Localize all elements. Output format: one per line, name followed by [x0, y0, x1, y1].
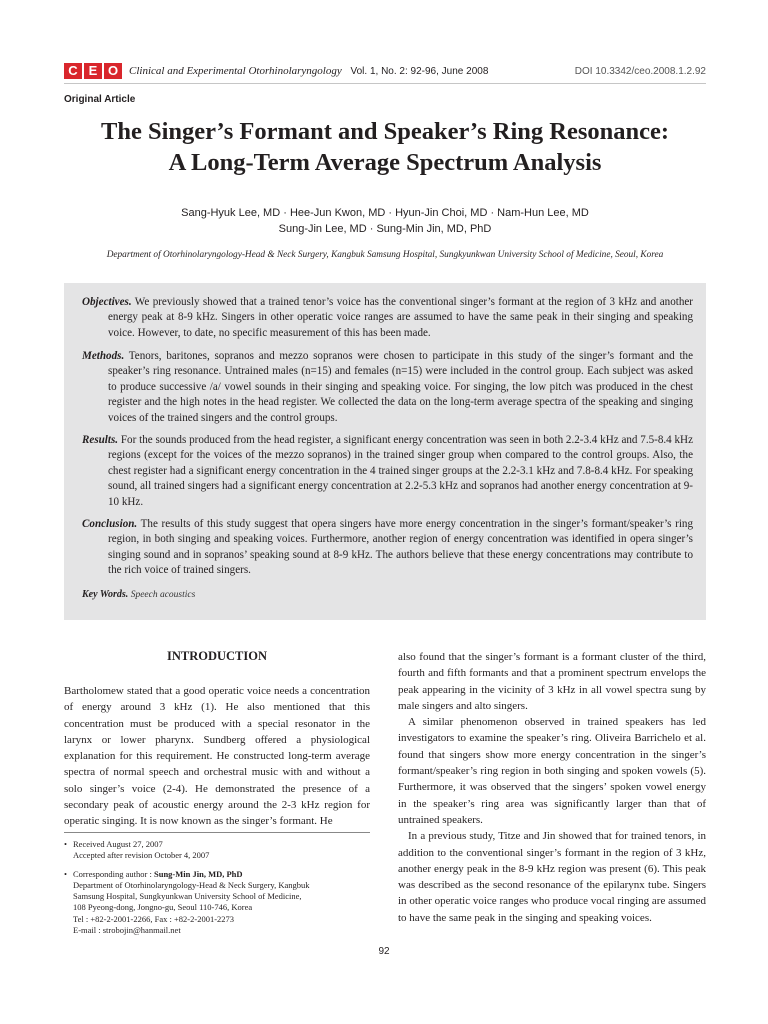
- email[interactable]: E-mail : strobojin@hanmail.net: [73, 925, 181, 936]
- journal-header: [64, 63, 706, 81]
- authors-line-2: Sung-Jin Lee, MD · Sung-Min Jin, MD, PhD: [278, 223, 492, 235]
- accepted-date: Accepted after revision October 4, 2007: [73, 850, 210, 861]
- abstract-objectives: [82, 295, 693, 341]
- footnotes: [64, 839, 370, 936]
- title-line-2: A Long-Term Average Spectrum Analysis: [168, 149, 602, 176]
- abstract-results: [82, 433, 693, 510]
- doi[interactable]: DOI 10.3342/ceo.2008.1.2.92: [574, 66, 706, 77]
- page-number: 92: [378, 946, 390, 957]
- paragraph: In a previous study, Titze and Jin showed that for trained tenors, in addition to the conventional singer’s formant in the region of 3 kHz, another energy peak in the 8-9 kHz region was present (6). This peak was described as the second resonance of the epilarynx tube. Singers in other operatic voice ranges who produce vocal ringing are assumed to have the same peak in the singing and speaking voices.: [398, 830, 706, 924]
- address-line: Samsung Hospital, Sungkyunkwan University School of Medicine,: [73, 891, 302, 902]
- paragraph: also found that the singer’s formant is a formant cluster of the third, fourth and fifth formants and that a prominent spectrum envelops the peak appearing in the vicinity of 3 kHz in all vowel spectra sung by male singers and alto singers.: [398, 651, 706, 712]
- received-date: Received August 27, 2007: [73, 839, 163, 849]
- affiliation: Department of Otorhinolaryngology-Head & Neck Surgery, Kangbuk Samsung Hospital, Sungkyunkwan University School of Medicine, Seoul, Korea: [106, 250, 664, 260]
- keywords-text: Speech acoustics: [130, 590, 196, 600]
- corr-label: Corresponding author :: [73, 868, 154, 879]
- corr-name: Sung-Min Jin, MD, PhD: [153, 868, 243, 879]
- bullet-icon: •: [64, 868, 67, 879]
- section-heading-introduction: INTRODUCTION: [166, 649, 267, 663]
- right-column: [398, 649, 706, 926]
- bullet-icon: •: [64, 839, 67, 849]
- article-title: [40, 116, 730, 178]
- conclusion-label: Conclusion.: [82, 518, 138, 530]
- footnote-corresponding: [64, 869, 370, 937]
- methods-label: Methods.: [82, 350, 125, 362]
- conclusion-text: The results of this study suggest that opera singers have more energy concentration in the singer’s formant/speaker’s ring region, in both singing and speaking voices. Furthermore, another region of energy concentration was identified in opera singer’s singing sound and in sopranos’ speaking sound at 8-9 kHz. The authors believe that these energy concentrations may contribute to the rich voice of trained singers.: [108, 518, 693, 577]
- footnote-divider: [64, 832, 370, 833]
- abstract-box: [64, 283, 706, 620]
- logo-letter-e: E: [84, 63, 102, 79]
- results-label: Results.: [82, 434, 119, 446]
- corresponding-line: [73, 869, 370, 880]
- methods-text: Tenors, baritones, sopranos and mezzo sopranos were chosen to participate in this study of the singer’s formant and the speaker’s ring resonance. Untrained males (n=15) and females (n=15) were included in the control group. Each subject was asked to produce successive /a/ vowel sounds in their singing and speaking voice. For singing, the low pitch was produced in the chest register and the high notes in the head register. We collected the data on the long-term average spectra of the speaking and singing voices of the trained singers and the control groups.: [108, 350, 693, 424]
- logo-letter-c: C: [64, 63, 82, 79]
- abstract-methods: [82, 349, 693, 426]
- results-text: For the sounds produced from the head register, a significant energy concentration was seen in both 2.2-3.4 kHz and 7.5-8.4 kHz regions (except for the voices of the mezzo sopranos) in the trained singer group when compared to the control groups. Also, the chest register had a significant energy concentration in the 4 trained singer groups at the 2.2-3.1 kHz and 7.8-8.4 kHz. For speaking sound, all trained singers had a significant energy concentration at 2.2-5.3 kHz and sopranos had another energy concentration at 9-10 kHz.: [108, 434, 693, 508]
- author-list: [64, 205, 706, 237]
- keywords-label: Key Words.: [82, 589, 129, 600]
- address-line: Department of Otorhinolaryngology-Head & Neck Surgery, Kangbuk: [73, 879, 310, 890]
- journal-logo: [64, 63, 122, 79]
- header-divider: [64, 83, 706, 84]
- objectives-label: Objectives.: [82, 296, 132, 308]
- footnote-received: [64, 839, 370, 862]
- address-line: 108 Pyeong-dong, Jongno-gu, Seoul 110-746, Korea: [73, 902, 253, 913]
- authors-line-1: Sang-Hyuk Lee, MD · Hee-Jun Kwon, MD · Hyun-Jin Choi, MD · Nam-Hun Lee, MD: [181, 207, 589, 219]
- paragraph: A similar phenomenon observed in trained speakers has led investigators to examine the speaker’s ring. Oliveira Barrichelo et al. found that singers show more energy concentration in the singer’s formant/speaker’s ring region in both singing and spoken vowels (5). Furthermore, it was observed that the singers’ spoken vowel energy in the speaker’s ring area was significantly larger than that of untrained speakers.: [398, 716, 706, 826]
- article-type: Original Article: [64, 94, 136, 105]
- left-column: [64, 683, 370, 830]
- journal-name: Clinical and Experimental Otorhinolaryngology: [129, 65, 342, 77]
- logo-letter-o: O: [104, 63, 122, 79]
- title-line-1: The Singer’s Formant and Speaker’s Ring Resonance:: [100, 118, 670, 145]
- journal-info: [129, 65, 488, 77]
- journal-volume: Vol. 1, No. 2: 92-96, June 2008: [350, 66, 489, 77]
- abstract-conclusion: [82, 517, 693, 579]
- objectives-text: We previously showed that a trained tenor’s voice has the conventional singer’s formant at the region of 3 kHz and another energy peak at 8-9 kHz. Singers in other operatic voice ranges are assumed to have the same peak in their singing and speaking voice. However, to date, no specific measurement of this has been made.: [108, 296, 694, 339]
- keywords: [82, 589, 195, 600]
- paragraph: Bartholomew stated that a good operatic voice needs a concentration of energy around 3 kHz (1). He also mentioned that this concentration must be produced with a special resonator in the larynx or lower pharynx. Sundberg offered a physiological explanation for this requirement. He constructed long-term average spectra of normal speech and orchestral music with and without a solo singer’s voice (2-4). He demonstrated the presence of a secondary peak of acoustic energy around the 2-3 kHz region for operatic singing. It is now known as the singer’s formant. He: [64, 685, 370, 828]
- tel-fax: Tel : +82-2-2001-2266, Fax : +82-2-2001-2273: [73, 913, 235, 924]
